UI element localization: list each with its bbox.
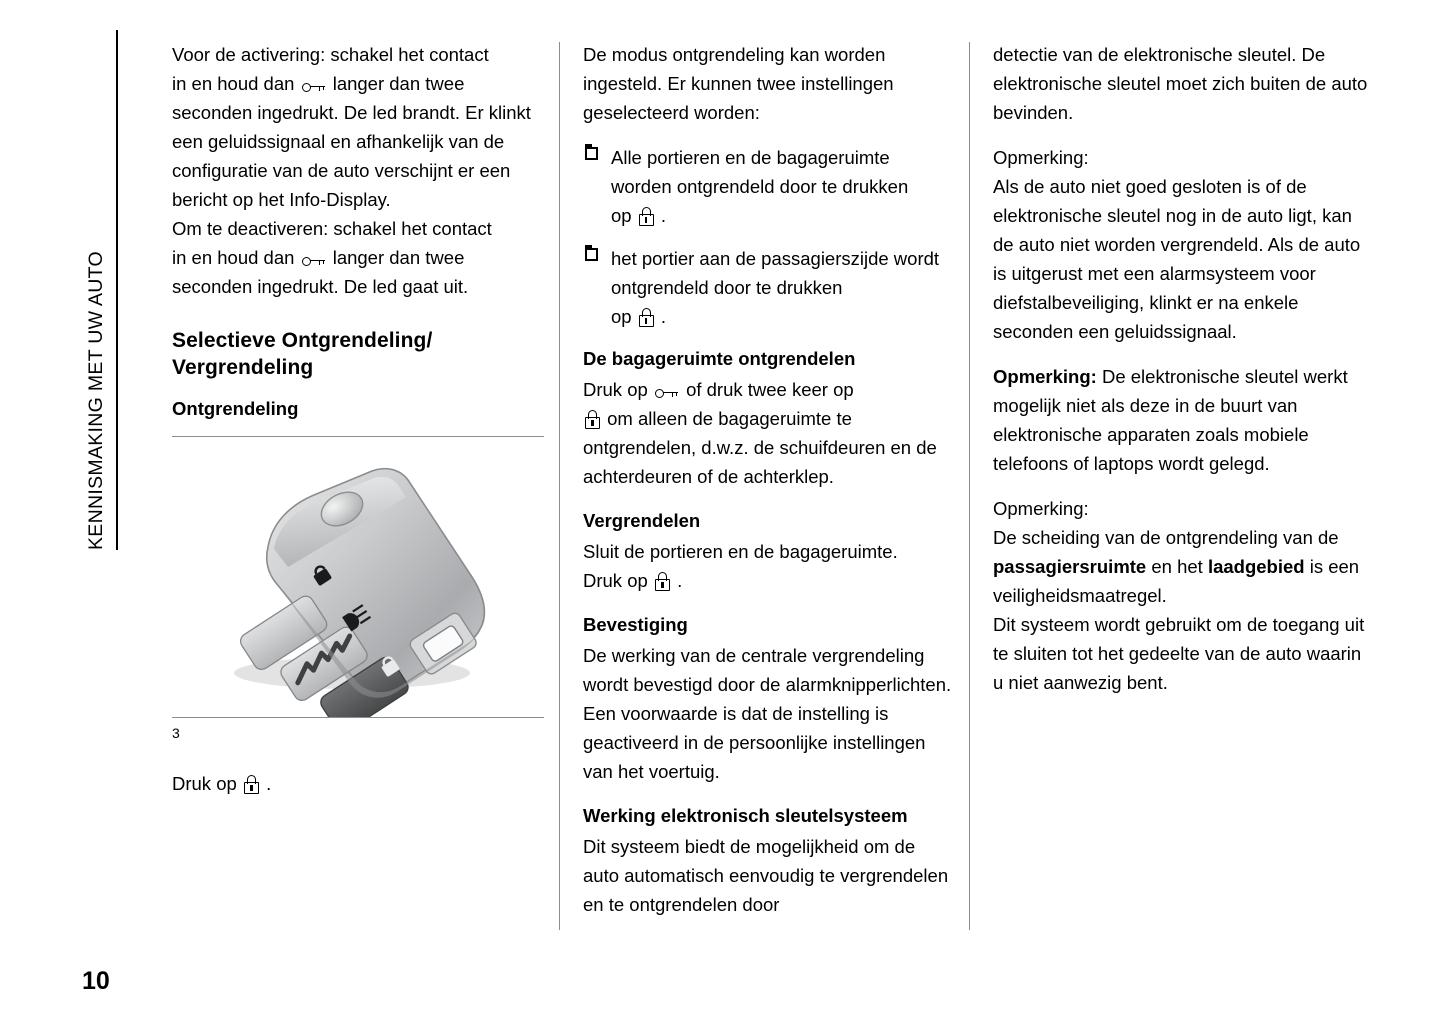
bullet-2-text: het portier aan de passagierszijde wordt ontgrendeld door te drukken — [611, 248, 940, 298]
list-item — [583, 143, 955, 230]
chapter-title: KENNISMAKING MET UW AUTO — [85, 250, 107, 550]
bullet-1-text: Alle portieren en de bagageruimte worden ontgrendeld door te drukken — [611, 147, 909, 197]
vergrendelen-line-1: Sluit de portieren en de bagageruimte. — [583, 541, 898, 562]
key-unlock-icon — [302, 79, 326, 94]
note-3-bold-laadgebied: laadgebied — [1207, 556, 1305, 577]
bevestiging-text: De werking van de centrale vergrendeling wordt bevestigd door de alarmknipperlichten. Een voorwaarde is dat de instelling is geactiveerd in de persoonlijke instellingen van het voertuig. — [583, 645, 952, 782]
bagageruimte-mid: of druk twee keer op — [686, 379, 854, 400]
activation-line-1: Voor de activering: schakel het contact — [172, 44, 489, 65]
subheading-ontgrendeling: Ontgrendeling — [172, 398, 299, 419]
note-1-label: Opmerking: — [993, 147, 1089, 168]
subheading-bevestiging: Bevestiging — [583, 614, 688, 635]
unlock-mode-intro: De modus ontgrendeling kan worden ingesteld. Er kunnen twee instellingen geselecteerd worden: — [583, 44, 894, 123]
deactivation-line-1: Om te deactiveren: schakel het contact — [172, 218, 492, 239]
note-3-a: De scheiding van de ontgrendeling van de — [993, 527, 1339, 548]
column-1 — [172, 40, 544, 798]
lock-icon — [585, 410, 600, 429]
activation-line-2 — [172, 69, 544, 98]
square-bullet-icon — [585, 248, 598, 261]
column-2 — [583, 40, 955, 935]
column-3 — [993, 40, 1373, 697]
note-2-text: De elektronische sleutel werkt mogelijk niet als deze in de buurt van elektronische apparaten zoals mobiele telefoons of laptops wordt gelegd. — [993, 366, 1348, 474]
note-3-d: Dit systeem wordt gebruikt om de toegang uit te sluiten tot het gedeelte van de auto waarin u niet aanwezig bent. — [993, 614, 1365, 693]
vergrendelen-pre: Druk op — [583, 570, 648, 591]
deactivation-line-2-post: langer dan twee — [332, 247, 465, 268]
activation-line-2-post: langer dan twee — [332, 73, 465, 94]
note-2-label: Opmerking: — [993, 366, 1097, 387]
column-divider-1 — [559, 42, 560, 930]
activation-line-3: seconden ingedrukt. De led brandt. Er klinkt een geluidssignaal en afhankelijk van de configuratie van de auto verschijnt er een bericht op het Info-Display. — [172, 102, 531, 210]
note-1-text: Als de auto niet goed gesloten is of de elektronische sleutel nog in de auto ligt, kan de auto niet worden vergrendeld. Als de auto is uitgerust met een alarmsysteem voor diefstalbeveiliging, klinkt er na enkele seconden een geluidssignaal. — [993, 176, 1361, 342]
key-fob-figure — [172, 436, 544, 743]
page-number: 10 — [82, 967, 110, 995]
side-tab-rule — [116, 30, 118, 550]
note-3-b: en het — [1151, 556, 1203, 577]
bullet-2-post: . — [660, 306, 666, 327]
bagageruimte-line-1 — [583, 375, 955, 404]
chapter-side-tab — [78, 30, 118, 550]
deactivation-line-2-pre: in en houd dan — [172, 247, 295, 268]
bullet-1-post: . — [660, 205, 666, 226]
note-2 — [993, 362, 1373, 478]
figure-image — [172, 437, 544, 717]
note-3-label: Opmerking: — [993, 498, 1089, 519]
bagageruimte-line-2 — [583, 404, 955, 491]
key-unlock-icon — [302, 253, 326, 268]
bagageruimte-pre: Druk op — [583, 379, 648, 400]
section-heading-selective: Selectieve Ontgrendeling/ Vergrendeling — [172, 329, 433, 379]
werking-text: Dit systeem biedt de mogelijkheid om de auto automatisch eenvoudig te vergrendelen en te ontgrendelen door — [583, 836, 949, 915]
figure-caption: 3 — [172, 725, 180, 741]
press-instruction — [172, 769, 544, 798]
lock-icon — [244, 775, 259, 794]
bagageruimte-post: om alleen de bagageruimte te ontgrendelen, d.w.z. de schuifdeuren en de achterdeuren of de achterklep. — [583, 408, 937, 487]
subheading-bagageruimte: De bagageruimte ontgrendelen — [583, 348, 856, 369]
press-instruction-post: . — [266, 773, 272, 794]
subheading-werking: Werking elektronisch sleutelsysteem — [583, 805, 908, 826]
subheading-vergrendelen: Vergrendelen — [583, 510, 701, 531]
lock-icon — [639, 308, 654, 327]
figure-rule-bottom — [172, 717, 544, 718]
square-bullet-icon — [585, 147, 598, 160]
note-3-c: is een veiligheidsmaatregel. — [993, 556, 1360, 606]
lock-icon — [655, 572, 670, 591]
key-unlock-icon — [655, 385, 679, 400]
bullet-2-pre: op — [611, 306, 632, 327]
vergrendelen-post: . — [677, 570, 683, 591]
activation-line-2-pre: in en houd dan — [172, 73, 295, 94]
lock-icon — [639, 207, 654, 226]
column-divider-2 — [969, 42, 970, 930]
deactivation-line-3: seconden ingedrukt. De led gaat uit. — [172, 276, 469, 297]
note-3-body — [993, 523, 1373, 610]
bullet-1-pre: op — [611, 205, 632, 226]
vergrendelen-line-2 — [583, 566, 955, 595]
detection-text: detectie van de elektronische sleutel. De elektronische sleutel moet zich buiten de auto bevinden. — [993, 44, 1368, 123]
press-instruction-pre: Druk op — [172, 773, 237, 794]
list-item — [583, 244, 955, 331]
note-3-bold-passagiersruimte: passagiersruimte — [993, 556, 1147, 577]
deactivation-line-2 — [172, 243, 544, 272]
